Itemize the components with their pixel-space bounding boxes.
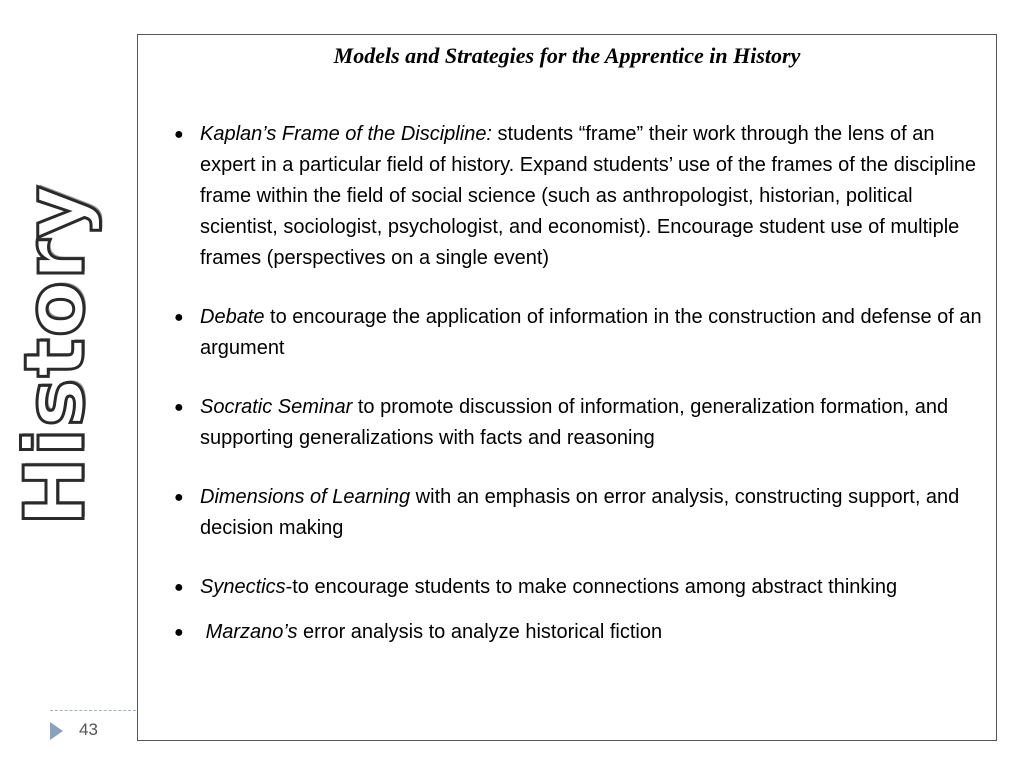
bullet-text: error analysis to analyze historical fiction <box>297 621 663 643</box>
bullet-dot-icon: ● <box>174 309 184 326</box>
bullet-dot-icon: ● <box>174 579 184 596</box>
bullet-dot-icon: ● <box>174 489 184 506</box>
bullet-term: Marzano’s <box>205 621 298 643</box>
bullet-dot-icon: ● <box>174 624 184 641</box>
page-number: 43 <box>79 720 98 739</box>
bullet-term: Socratic Seminar <box>200 396 353 418</box>
bullet-dot-icon: ● <box>174 399 184 416</box>
bullet-item-synectics <box>172 572 982 603</box>
bullet-item-marzano <box>172 617 982 648</box>
slide-title: Models and Strategies for the Apprentice in History <box>333 43 801 68</box>
bullet-text: to encourage the application of information in the construction and defense of an argument <box>200 306 982 359</box>
bullet-item-socratic-seminar <box>172 392 982 454</box>
bullet-term: Kaplan’s Frame of the Discipline: <box>200 123 492 145</box>
bullet-dot-icon: ● <box>174 126 184 143</box>
content-box <box>137 34 997 741</box>
bullet-text: to promote discussion of information, generalization formation, and supporting generalizations with facts and reasoning <box>200 396 949 449</box>
side-title-area <box>0 0 130 768</box>
side-title: History <box>8 184 103 526</box>
footer-divider <box>50 710 136 711</box>
bullet-list <box>172 119 982 676</box>
bullet-term: Debate <box>200 306 265 328</box>
bullet-text: with an emphasis on error analysis, constructing support, and decision making <box>200 486 960 539</box>
play-arrow-icon <box>50 722 63 740</box>
bullet-term: Dimensions of Learning <box>200 486 411 508</box>
bullet-item-dimensions-of-learning <box>172 482 982 544</box>
bullet-item-debate <box>172 302 982 364</box>
bullet-text: students “frame” their work through the lens of an expert in a particular field of history. Expand students’ use of the frames of the discipline frame within the field of social science (such as anthropologist, historian, political scientist, sociologist, psychologist, and economist). Encourage student use of multiple frames (perspectives on a single event) <box>200 123 976 269</box>
bullet-text: -to encourage students to make connections among abstract thinking <box>285 576 898 598</box>
bullet-term: Synectics <box>200 576 286 598</box>
bullet-item-kaplan <box>172 119 982 274</box>
